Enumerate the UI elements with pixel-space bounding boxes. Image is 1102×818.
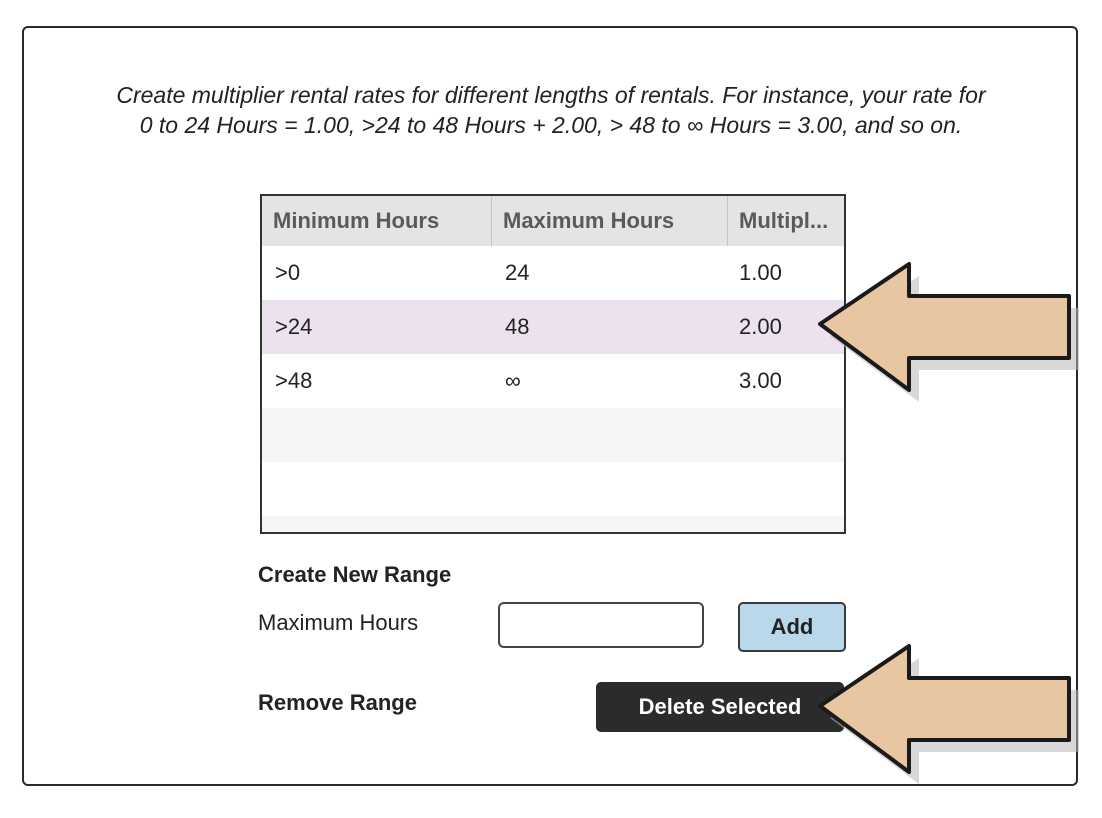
- remove-range-title: Remove Range: [258, 690, 417, 715]
- cell-max-hours: 24: [505, 260, 530, 285]
- table-row[interactable]: [262, 246, 844, 300]
- rate-table: [260, 194, 846, 534]
- maximum-hours-label: Maximum Hours: [258, 610, 419, 635]
- empty-table-row: [262, 462, 844, 516]
- cell-min-hours: >48: [275, 368, 313, 393]
- empty-table-row: [262, 408, 844, 462]
- table-row[interactable]: [262, 354, 844, 408]
- instructions-line-2: 0 to 24 Hours = 1.00, >24 to 48 Hours + 2.00, > 48 to ∞ Hours = 3.00, and so on.: [139, 112, 963, 138]
- cell-multiplier: 2.00: [739, 314, 782, 339]
- table-header: [262, 196, 844, 246]
- create-range-title: Create New Range: [258, 562, 452, 587]
- add-button[interactable]: Add: [738, 602, 846, 652]
- arrow-pointer-icon: [812, 640, 1084, 786]
- table-row-selected[interactable]: [262, 300, 844, 354]
- cell-min-hours: >0: [275, 260, 301, 285]
- cell-max-hours: 48: [505, 314, 530, 339]
- maximum-hours-input[interactable]: [498, 602, 704, 648]
- cell-multiplier: 1.00: [739, 260, 782, 285]
- delete-selected-button[interactable]: Delete Selected: [596, 682, 844, 732]
- cell-multiplier: 3.00: [739, 368, 782, 393]
- instructions-text: [40, 80, 1062, 140]
- cell-min-hours: >24: [275, 314, 313, 339]
- instructions-line-1: Create multiplier rental rates for different lengths of rentals. For instance, your rate for: [116, 82, 986, 108]
- cell-max-hours: ∞: [505, 368, 521, 393]
- empty-table-row: [262, 516, 844, 534]
- column-header-multiplier[interactable]: Multipl...: [739, 208, 829, 233]
- column-header-maximum-hours[interactable]: Maximum Hours: [492, 196, 728, 246]
- column-header-minimum-hours[interactable]: Minimum Hours: [262, 196, 492, 246]
- arrow-pointer-icon: [812, 258, 1084, 404]
